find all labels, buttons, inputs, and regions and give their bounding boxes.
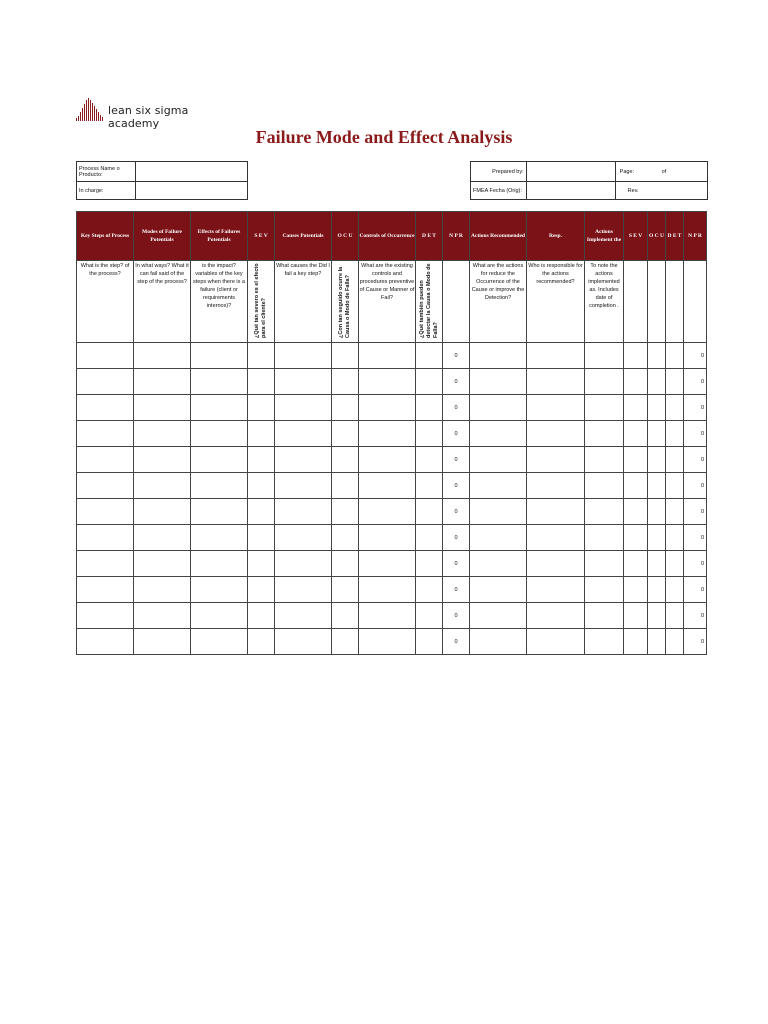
table-cell[interactable] (359, 421, 416, 447)
table-cell[interactable] (416, 551, 443, 577)
table-cell[interactable] (527, 525, 585, 551)
col-det-2: D E T (666, 212, 684, 261)
table-cell[interactable] (275, 499, 332, 525)
table-cell[interactable] (624, 369, 648, 395)
table-row (77, 369, 707, 395)
table-cell[interactable] (191, 603, 248, 629)
table-cell[interactable] (585, 473, 624, 499)
table-cell[interactable] (470, 603, 527, 629)
table-cell[interactable] (416, 629, 443, 655)
table-cell[interactable] (416, 343, 443, 369)
table-cell[interactable] (332, 473, 359, 499)
desc-causes: What causes the Did I fail a key step? (275, 261, 332, 343)
table-cell[interactable] (332, 525, 359, 551)
table-cell[interactable] (585, 499, 624, 525)
table-row (77, 473, 707, 499)
table-cell[interactable] (648, 395, 666, 421)
table-cell[interactable] (332, 603, 359, 629)
table-cell[interactable] (77, 369, 134, 395)
table-cell[interactable] (359, 525, 416, 551)
desc-resp: Who is responsible for the actions recommended? (527, 261, 585, 343)
col-det: D E T (416, 212, 443, 261)
table-cell[interactable] (359, 395, 416, 421)
desc-actions-implemented: To note the actions implemented as. Includes date of completion . (585, 261, 624, 343)
col-sev-2: S E V (624, 212, 648, 261)
col-actions-implemented: Actions Implement the (585, 212, 624, 261)
table-cell[interactable] (666, 447, 684, 473)
table-cell[interactable] (648, 421, 666, 447)
table-cell[interactable] (359, 551, 416, 577)
table-cell[interactable] (666, 369, 684, 395)
npr2-cell[interactable]: 0 (684, 421, 707, 447)
table-cell[interactable] (191, 525, 248, 551)
table-row (77, 499, 707, 525)
table-cell[interactable] (359, 577, 416, 603)
table-cell[interactable] (648, 603, 666, 629)
table-cell[interactable] (191, 629, 248, 655)
table-cell[interactable] (275, 473, 332, 499)
table-cell[interactable] (666, 473, 684, 499)
table-cell[interactable] (77, 577, 134, 603)
col-sev: S E V (248, 212, 275, 261)
table-cell[interactable] (191, 421, 248, 447)
npr2-cell[interactable]: 0 (684, 447, 707, 473)
table-cell[interactable] (470, 525, 527, 551)
desc-ocu: ¿Con tan seguido ocurre la Causa o Modo de Falla? (338, 266, 351, 338)
table-cell[interactable] (585, 369, 624, 395)
desc-det: ¿Qué también pueden detectar la Causa o Modo de Falla? (418, 263, 439, 338)
table-cell[interactable] (134, 551, 191, 577)
page-cell[interactable] (615, 162, 707, 182)
table-cell[interactable] (527, 577, 585, 603)
table-cell[interactable] (527, 499, 585, 525)
col-failure-effects: Effects of Failures Potentials (191, 212, 248, 261)
table-cell[interactable] (416, 369, 443, 395)
table-cell[interactable] (248, 369, 275, 395)
table-cell[interactable] (624, 447, 648, 473)
table-cell[interactable] (648, 473, 666, 499)
npr-cell[interactable]: 0 (443, 343, 470, 369)
table-cell[interactable] (666, 499, 684, 525)
table-row (77, 629, 707, 655)
table-cell[interactable] (666, 421, 684, 447)
table-cell[interactable] (624, 343, 648, 369)
table-cell[interactable] (248, 629, 275, 655)
table-cell[interactable] (359, 343, 416, 369)
table-cell[interactable] (470, 343, 527, 369)
npr-cell[interactable]: 0 (443, 551, 470, 577)
table-cell[interactable] (585, 395, 624, 421)
table-cell[interactable] (134, 421, 191, 447)
table-cell[interactable] (359, 629, 416, 655)
process-name-field[interactable] (136, 162, 248, 182)
table-cell[interactable] (527, 369, 585, 395)
table-cell[interactable] (248, 603, 275, 629)
col-key-steps: Key Steps of Process (77, 212, 134, 261)
table-cell[interactable] (77, 629, 134, 655)
npr2-cell[interactable]: 0 (684, 395, 707, 421)
table-cell[interactable] (648, 369, 666, 395)
npr-cell[interactable]: 0 (443, 421, 470, 447)
table-cell[interactable] (624, 499, 648, 525)
table-cell[interactable] (332, 577, 359, 603)
table-cell[interactable] (416, 499, 443, 525)
fmea-date-field[interactable] (526, 182, 615, 200)
table-cell[interactable] (134, 369, 191, 395)
process-info-table (76, 161, 248, 200)
table-cell[interactable] (134, 603, 191, 629)
table-cell[interactable] (332, 395, 359, 421)
table-cell[interactable] (416, 473, 443, 499)
npr2-cell[interactable]: 0 (684, 551, 707, 577)
logo-bars-icon (76, 96, 112, 122)
desc-ocu-2 (648, 261, 666, 343)
table-cell[interactable] (77, 551, 134, 577)
desc-sev-2 (624, 261, 648, 343)
npr-cell[interactable]: 0 (443, 395, 470, 421)
table-cell[interactable] (624, 603, 648, 629)
table-cell[interactable] (77, 395, 134, 421)
table-cell[interactable] (416, 603, 443, 629)
npr-cell[interactable]: 0 (443, 603, 470, 629)
table-cell[interactable] (585, 629, 624, 655)
table-cell[interactable] (648, 343, 666, 369)
table-cell[interactable] (248, 473, 275, 499)
npr-cell[interactable]: 0 (443, 447, 470, 473)
table-cell[interactable] (624, 551, 648, 577)
table-cell[interactable] (134, 629, 191, 655)
table-cell[interactable] (191, 551, 248, 577)
table-cell[interactable] (191, 447, 248, 473)
table-cell[interactable] (470, 499, 527, 525)
npr-cell[interactable]: 0 (443, 525, 470, 551)
table-cell[interactable] (332, 421, 359, 447)
npr-cell[interactable]: 0 (443, 629, 470, 655)
desc-npr-2 (684, 261, 707, 343)
table-cell[interactable] (248, 395, 275, 421)
npr2-cell[interactable]: 0 (684, 577, 707, 603)
table-cell[interactable] (134, 577, 191, 603)
table-cell[interactable] (275, 629, 332, 655)
table-cell[interactable] (134, 395, 191, 421)
page-title: Failure Mode and Effect Analysis (255, 127, 513, 147)
table-cell[interactable] (527, 551, 585, 577)
desc-actions-recommended: What are the actions for reduce the Occurrence of the Cause or improve the Detection? (470, 261, 527, 343)
table-cell[interactable] (134, 499, 191, 525)
col-failure-modes: Modes of Failure Potentials (134, 212, 191, 261)
npr-cell[interactable]: 0 (443, 473, 470, 499)
table-cell[interactable] (470, 577, 527, 603)
table-cell[interactable] (527, 343, 585, 369)
table-cell[interactable] (666, 343, 684, 369)
table-cell[interactable] (332, 369, 359, 395)
table-row (77, 343, 707, 369)
table-cell[interactable] (416, 395, 443, 421)
table-cell[interactable] (470, 551, 527, 577)
table-cell[interactable] (648, 447, 666, 473)
table-cell[interactable] (77, 343, 134, 369)
table-cell[interactable] (77, 447, 134, 473)
table-cell[interactable] (416, 577, 443, 603)
table-cell[interactable] (191, 577, 248, 603)
table-cell[interactable] (134, 343, 191, 369)
table-cell[interactable] (666, 603, 684, 629)
table-cell[interactable] (248, 525, 275, 551)
rev-cell[interactable] (615, 182, 707, 200)
description-row (77, 261, 707, 343)
logo (76, 96, 236, 130)
table-cell[interactable] (77, 421, 134, 447)
table-cell[interactable] (77, 473, 134, 499)
table-cell[interactable] (648, 629, 666, 655)
table-row (77, 395, 707, 421)
table-cell[interactable] (527, 629, 585, 655)
page-label: Page: (619, 168, 635, 175)
desc-npr (443, 261, 470, 343)
table-cell[interactable] (666, 395, 684, 421)
process-name-label: Process Name o Producto: (77, 162, 136, 182)
table-cell[interactable] (648, 499, 666, 525)
table-cell[interactable] (470, 395, 527, 421)
table-cell[interactable] (248, 499, 275, 525)
table-cell[interactable] (585, 577, 624, 603)
table-cell[interactable] (527, 395, 585, 421)
table-cell[interactable] (248, 421, 275, 447)
table-row (77, 551, 707, 577)
table-cell[interactable] (648, 551, 666, 577)
npr2-cell[interactable]: 0 (684, 473, 707, 499)
table-cell[interactable] (191, 499, 248, 525)
data-rows (77, 343, 707, 655)
table-cell[interactable] (359, 603, 416, 629)
table-cell[interactable] (332, 447, 359, 473)
table-cell[interactable] (666, 551, 684, 577)
col-npr: N P R (443, 212, 470, 261)
table-cell[interactable] (416, 447, 443, 473)
table-cell[interactable] (585, 421, 624, 447)
header-row (77, 212, 707, 261)
table-cell[interactable] (191, 473, 248, 499)
table-cell[interactable] (470, 421, 527, 447)
table-cell[interactable] (470, 447, 527, 473)
table-cell[interactable] (624, 473, 648, 499)
col-controls: Controls of Occurrence (359, 212, 416, 261)
table-row (77, 577, 707, 603)
table-cell[interactable] (585, 603, 624, 629)
table-row (77, 603, 707, 629)
table-cell[interactable] (77, 525, 134, 551)
table-cell[interactable] (248, 577, 275, 603)
desc-controls: What are the existing controls and procedures preventive of Cause or Manner of Fail? (359, 261, 416, 343)
table-cell[interactable] (332, 343, 359, 369)
table-cell[interactable] (527, 473, 585, 499)
table-cell[interactable] (332, 499, 359, 525)
in-charge-label: In charge: (77, 182, 136, 200)
table-cell[interactable] (332, 551, 359, 577)
table-cell[interactable] (416, 525, 443, 551)
table-cell[interactable] (624, 395, 648, 421)
table-cell[interactable] (275, 369, 332, 395)
rev-label: Rev. (627, 187, 639, 194)
table-cell[interactable] (248, 447, 275, 473)
col-ocu: O C U (332, 212, 359, 261)
col-ocu-2: O C U (648, 212, 666, 261)
table-cell[interactable] (191, 343, 248, 369)
table-cell[interactable] (134, 525, 191, 551)
npr2-cell[interactable]: 0 (684, 369, 707, 395)
table-row (77, 525, 707, 551)
table-cell[interactable] (527, 421, 585, 447)
table-cell[interactable] (248, 343, 275, 369)
table-cell[interactable] (332, 629, 359, 655)
desc-failure-effects: is the impact? variables of the key steps when there is a failure (client or requirements internos)? (191, 261, 248, 343)
table-cell[interactable] (666, 577, 684, 603)
table-cell[interactable] (470, 369, 527, 395)
table-cell[interactable] (624, 629, 648, 655)
table-cell[interactable] (648, 577, 666, 603)
desc-sev: ¿Qué tan severo es el efecto para el cliente? (254, 263, 267, 338)
table-cell[interactable] (275, 577, 332, 603)
table-cell[interactable] (624, 421, 648, 447)
desc-key-steps: What is the step? of the process? (77, 261, 134, 343)
table-cell[interactable] (134, 447, 191, 473)
table-cell[interactable] (585, 343, 624, 369)
col-npr-2: N P R (684, 212, 707, 261)
table-cell[interactable] (470, 473, 527, 499)
table-cell[interactable] (275, 343, 332, 369)
table-row (77, 447, 707, 473)
table-cell[interactable] (191, 369, 248, 395)
table-cell[interactable] (624, 577, 648, 603)
table-cell[interactable] (248, 551, 275, 577)
desc-sev-cell (248, 261, 275, 343)
table-cell[interactable] (77, 603, 134, 629)
npr2-cell[interactable]: 0 (684, 343, 707, 369)
table-cell[interactable] (527, 447, 585, 473)
prepared-by-label: Prepared by: (471, 162, 527, 182)
logo-text: lean six sigma academy (108, 104, 189, 130)
table-cell[interactable] (470, 629, 527, 655)
fmea-table (76, 211, 707, 655)
npr-cell[interactable]: 0 (443, 577, 470, 603)
desc-ocu-cell (332, 261, 359, 343)
npr2-cell[interactable]: 0 (684, 629, 707, 655)
npr2-cell[interactable]: 0 (684, 499, 707, 525)
col-actions-recommended: Actions Recommended (470, 212, 527, 261)
col-causes: Causes Potentials (275, 212, 332, 261)
table-cell[interactable] (585, 447, 624, 473)
fmea-date-label: FMEA Fecha (Orig): (471, 182, 527, 200)
table-cell[interactable] (134, 473, 191, 499)
table-cell[interactable] (666, 525, 684, 551)
table-cell[interactable] (275, 603, 332, 629)
table-cell[interactable] (585, 525, 624, 551)
table-cell[interactable] (585, 551, 624, 577)
table-cell[interactable] (77, 499, 134, 525)
table-cell[interactable] (359, 499, 416, 525)
fmea-info-table (470, 161, 708, 200)
table-row (77, 421, 707, 447)
table-cell[interactable] (527, 603, 585, 629)
table-cell[interactable] (359, 473, 416, 499)
table-cell[interactable] (275, 447, 332, 473)
of-label: of (661, 168, 667, 175)
table-cell[interactable] (191, 395, 248, 421)
npr2-cell[interactable]: 0 (684, 525, 707, 551)
desc-failure-modes: In what ways? What it can fail said of the step of the process? (134, 261, 191, 343)
table-cell[interactable] (359, 447, 416, 473)
table-cell[interactable] (624, 525, 648, 551)
col-resp: Resp. (527, 212, 585, 261)
table-cell[interactable] (416, 421, 443, 447)
prepared-by-field[interactable] (526, 162, 615, 182)
table-cell[interactable] (666, 629, 684, 655)
npr-cell[interactable]: 0 (443, 499, 470, 525)
table-cell[interactable] (275, 395, 332, 421)
desc-det-2 (666, 261, 684, 343)
desc-det-cell (416, 261, 443, 343)
npr2-cell[interactable]: 0 (684, 603, 707, 629)
table-cell[interactable] (275, 525, 332, 551)
in-charge-field[interactable] (136, 182, 248, 200)
table-cell[interactable] (275, 551, 332, 577)
table-cell[interactable] (275, 421, 332, 447)
table-cell[interactable] (648, 525, 666, 551)
table-cell[interactable] (359, 369, 416, 395)
npr-cell[interactable]: 0 (443, 369, 470, 395)
